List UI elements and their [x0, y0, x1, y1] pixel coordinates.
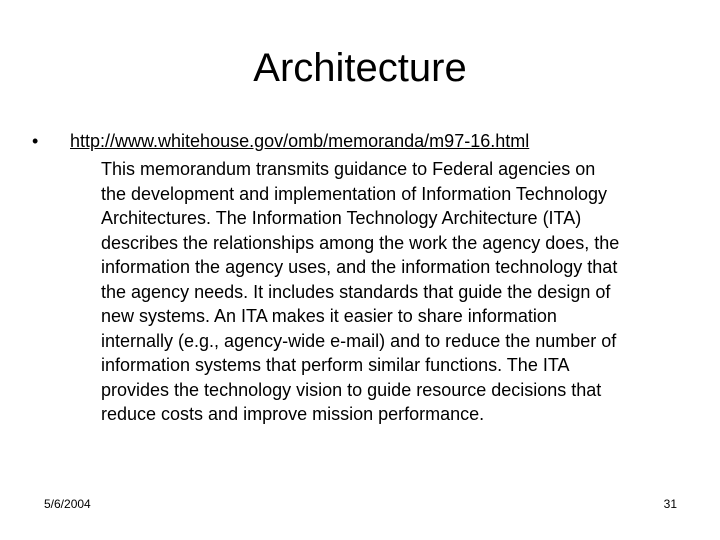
memorandum-link[interactable]: http://www.whitehouse.gov/omb/memoranda/m97-16.html: [70, 131, 530, 151]
body-line: Architectures. The Information Technology Architecture (ITA): [101, 208, 582, 228]
bullet-icon: •: [32, 131, 39, 151]
body-line: describes the relationships among the work the agency does, the: [101, 232, 620, 253]
body-line: information the agency uses, and the information technology that: [101, 257, 618, 277]
body-line: the development and implementation of Information Technology: [101, 183, 607, 204]
body-line: reduce costs and improve mission performance.: [101, 404, 485, 424]
slide-title: Architecture: [253, 46, 467, 90]
body-line: provides the technology vision to guide resource decisions that: [101, 379, 602, 400]
footer-date: 5/6/2004: [44, 497, 91, 511]
body-line: information systems that perform similar functions. The ITA: [101, 355, 570, 375]
body-paragraph: [101, 157, 685, 427]
body-line: internally (e.g., agency-wide e-mail) and to reduce the number of: [101, 330, 617, 351]
page-number: 31: [663, 497, 677, 511]
body-line: This memorandum transmits guidance to Federal agencies on: [101, 159, 596, 179]
body-line: new systems. An ITA makes it easier to share information: [101, 306, 557, 326]
body-line: the agency needs. It includes standards that guide the design of: [101, 281, 611, 302]
